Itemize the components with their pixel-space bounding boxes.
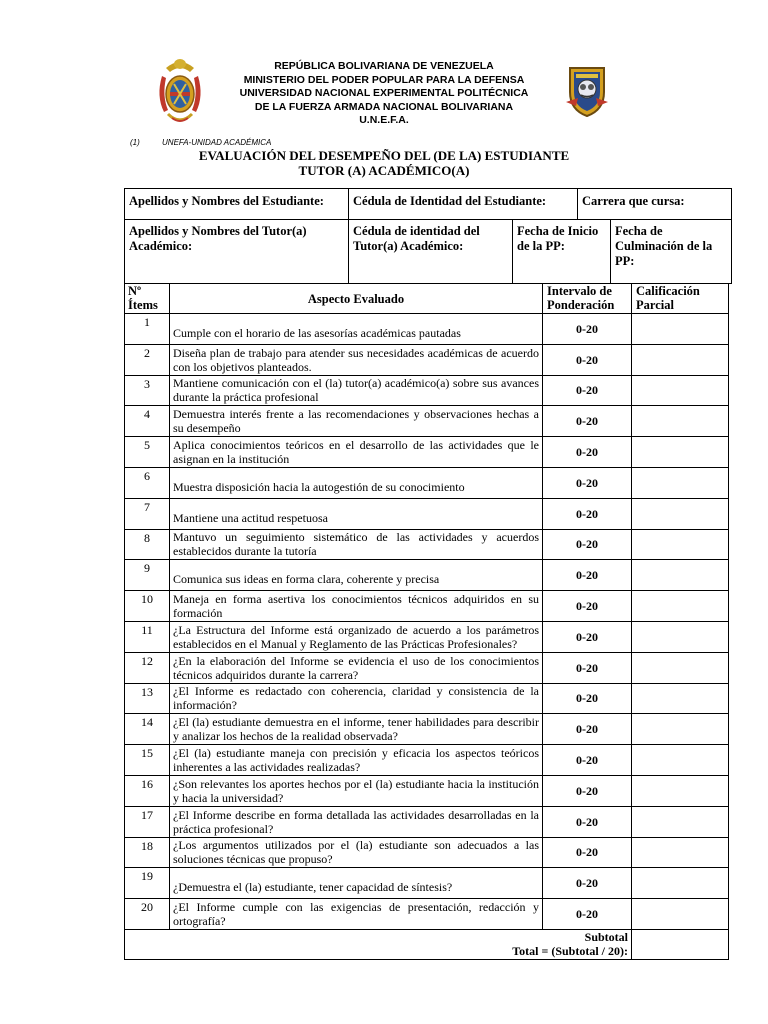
item-description: Demuestra interés frente a las recomendaciones y observaciones hechas a su desempeño — [170, 406, 543, 437]
item-range: 0-20 — [543, 498, 632, 529]
header-line-3: UNIVERSIDAD NACIONAL EXPERIMENTAL POLITÉCNICA — [239, 87, 529, 99]
table-row — [125, 837, 729, 868]
item-description: Mantiene comunicación con el (la) tutor(a) académico(a) sobre sus avances durante la práctica profesional — [170, 375, 543, 406]
unit-note — [130, 138, 271, 147]
total-label: Total = (Subtotal / 20): — [512, 943, 628, 958]
item-number: 2 — [125, 344, 170, 375]
item-range: 0-20 — [543, 837, 632, 868]
header-line-1: REPÚBLICA BOLIVARIANA DE VENEZUELA — [274, 60, 494, 72]
item-number: 18 — [125, 837, 170, 868]
evaluation-table — [124, 283, 729, 960]
item-description: ¿Demuestra el (la) estudiante, tener capacidad de síntesis? — [170, 868, 543, 899]
item-description: Cumple con el horario de las asesorías académicas pautadas — [170, 314, 543, 345]
item-score-cell[interactable] — [632, 467, 729, 498]
item-description: Mantiene una actitud respetuosa — [170, 498, 543, 529]
tutor-id-field[interactable]: Cédula de identidad del Tutor(a) Académico: — [349, 220, 513, 284]
header-item-number: Nº Ítems — [125, 284, 170, 314]
item-description: ¿El Informe es redactado con coherencia, claridad y consistencia de la información? — [170, 683, 543, 714]
item-number: 11 — [125, 621, 170, 652]
title-line-2: TUTOR (A) ACADÉMICO(A) — [298, 163, 470, 178]
item-range: 0-20 — [543, 683, 632, 714]
item-score-cell[interactable] — [632, 745, 729, 776]
document-title — [0, 148, 768, 178]
item-score-cell[interactable] — [632, 498, 729, 529]
item-score-cell[interactable] — [632, 314, 729, 345]
item-score-cell[interactable] — [632, 806, 729, 837]
table-row — [125, 498, 729, 529]
item-score-cell[interactable] — [632, 899, 729, 930]
item-range: 0-20 — [543, 560, 632, 591]
table-row — [125, 437, 729, 468]
header-score: Calificación Parcial — [632, 284, 729, 314]
table-row — [125, 560, 729, 591]
table-row — [125, 683, 729, 714]
tutor-name-field[interactable]: Apellidos y Nombres del Tutor(a) Académico: — [125, 220, 349, 284]
item-range: 0-20 — [543, 437, 632, 468]
item-score-cell[interactable] — [632, 529, 729, 560]
item-range: 0-20 — [543, 714, 632, 745]
item-range: 0-20 — [543, 745, 632, 776]
item-score-cell[interactable] — [632, 868, 729, 899]
item-description: Maneja en forma asertiva los conocimientos técnicos adquiridos en su formación — [170, 591, 543, 622]
item-number: 20 — [125, 899, 170, 930]
unefa-shield-logo — [562, 62, 612, 118]
item-number: 4 — [125, 406, 170, 437]
item-description: ¿Los argumentos utilizados por el (la) estudiante son adecuados a las soluciones técnicas que propuso? — [170, 837, 543, 868]
item-number: 8 — [125, 529, 170, 560]
item-score-cell[interactable] — [632, 344, 729, 375]
item-range: 0-20 — [543, 344, 632, 375]
table-row — [125, 344, 729, 375]
item-range: 0-20 — [543, 652, 632, 683]
totals-labels — [125, 929, 632, 959]
item-description: ¿El Informe describe en forma detallada las actividades desarrolladas en la práctica profesional? — [170, 806, 543, 837]
item-score-cell[interactable] — [632, 375, 729, 406]
item-description: Muestra disposición hacia la autogestión de su conocimiento — [170, 467, 543, 498]
header-line-2: MINISTERIO DEL PODER POPULAR PARA LA DEFENSA — [243, 73, 525, 86]
item-number: 13 — [125, 683, 170, 714]
end-date-field[interactable]: Fecha de Culminación de la PP: — [611, 220, 732, 284]
table-row — [125, 529, 729, 560]
item-description: ¿El Informe cumple con las exigencias de presentación, redacción y ortografía? — [170, 899, 543, 930]
item-range: 0-20 — [543, 899, 632, 930]
item-description: ¿El (la) estudiante demuestra en el informe, tener habilidades para describir y analizar los hechos de la realidad observada? — [170, 714, 543, 745]
item-number: 1 — [125, 314, 170, 345]
item-description: Diseña plan de trabajo para atender sus necesidades académicas de acuerdo con los objetivos planteados. — [170, 344, 543, 375]
item-range: 0-20 — [543, 406, 632, 437]
item-range: 0-20 — [543, 591, 632, 622]
item-score-cell[interactable] — [632, 714, 729, 745]
table-row — [125, 899, 729, 930]
unit-note-text: UNEFA-UNIDAD ACADÉMICA — [162, 138, 272, 147]
item-score-cell[interactable] — [632, 621, 729, 652]
table-row — [125, 868, 729, 899]
totals-value-cell[interactable] — [632, 929, 729, 959]
item-score-cell[interactable] — [632, 683, 729, 714]
item-number: 5 — [125, 437, 170, 468]
item-description: Mantuvo un seguimiento sistemático de las actividades y acuerdos establecidos durante la tutoría — [170, 529, 543, 560]
unit-note-number: (1) — [130, 138, 140, 147]
subtotal-label: Subtotal — [584, 929, 628, 944]
item-number: 12 — [125, 652, 170, 683]
item-description: Comunica sus ideas en forma clara, coherente y precisa — [170, 560, 543, 591]
item-score-cell[interactable] — [632, 437, 729, 468]
items-body — [125, 314, 729, 930]
item-number: 14 — [125, 714, 170, 745]
item-number: 7 — [125, 498, 170, 529]
table-row — [125, 775, 729, 806]
table-row — [125, 621, 729, 652]
career-field[interactable]: Carrera que cursa: — [578, 189, 732, 220]
item-number: 3 — [125, 375, 170, 406]
table-row — [125, 375, 729, 406]
item-number: 6 — [125, 467, 170, 498]
item-number: 16 — [125, 775, 170, 806]
item-score-cell[interactable] — [632, 560, 729, 591]
item-range: 0-20 — [543, 806, 632, 837]
header-line-4: DE LA FUERZA ARMADA NACIONAL BOLIVARIANA — [254, 100, 514, 113]
item-range: 0-20 — [543, 375, 632, 406]
item-score-cell[interactable] — [632, 406, 729, 437]
item-score-cell[interactable] — [632, 591, 729, 622]
table-row — [125, 652, 729, 683]
item-score-cell[interactable] — [632, 652, 729, 683]
table-row — [125, 806, 729, 837]
item-number: 19 — [125, 868, 170, 899]
title-line-1: EVALUACIÓN DEL DESEMPEÑO DEL (DE LA) ESTUDIANTE — [198, 148, 570, 163]
table-row — [125, 714, 729, 745]
item-description: ¿El (la) estudiante maneja con precisión y eficacia los aspectos teóricos inherentes a las actividades realizadas? — [170, 745, 543, 776]
item-range: 0-20 — [543, 868, 632, 899]
item-description: Aplica conocimientos teóricos en el desarrollo de las actividades que le asignan en la institución — [170, 437, 543, 468]
table-row — [125, 406, 729, 437]
item-score-cell[interactable] — [632, 775, 729, 806]
item-description: ¿Son relevantes los aportes hechos por el (la) estudiante hacia la institución y hacia la universidad? — [170, 775, 543, 806]
start-date-field[interactable]: Fecha de Inicio de la PP: — [513, 220, 611, 284]
item-description: ¿La Estructura del Informe está organizado de acuerdo a los parámetros establecidos en el Manual y Reglamento de las Prácticas Profesionales? — [170, 621, 543, 652]
student-info-table — [124, 188, 732, 220]
item-number: 9 — [125, 560, 170, 591]
student-id-field[interactable]: Cédula de Identidad del Estudiante: — [349, 189, 578, 220]
institution-header — [0, 60, 768, 128]
header-line-5: U.N.E.F.A. — [359, 114, 409, 126]
item-range: 0-20 — [543, 314, 632, 345]
table-row — [125, 314, 729, 345]
table-row — [125, 467, 729, 498]
item-range: 0-20 — [543, 621, 632, 652]
item-score-cell[interactable] — [632, 837, 729, 868]
tutor-info-table — [124, 219, 732, 284]
header-interval: Intervalo de Ponderación — [543, 284, 632, 314]
totals-row — [125, 929, 729, 959]
item-number: 10 — [125, 591, 170, 622]
item-number: 17 — [125, 806, 170, 837]
header-aspect: Aspecto Evaluado — [170, 284, 543, 314]
table-row — [125, 745, 729, 776]
student-name-field[interactable]: Apellidos y Nombres del Estudiante: — [125, 189, 349, 220]
item-number: 15 — [125, 745, 170, 776]
item-description: ¿En la elaboración del Informe se evidencia el uso de los conocimientos técnicos adquiridos durante la carrera? — [170, 652, 543, 683]
table-row — [125, 591, 729, 622]
item-range: 0-20 — [543, 529, 632, 560]
item-range: 0-20 — [543, 775, 632, 806]
coat-of-arms-logo — [156, 56, 204, 128]
item-range: 0-20 — [543, 467, 632, 498]
